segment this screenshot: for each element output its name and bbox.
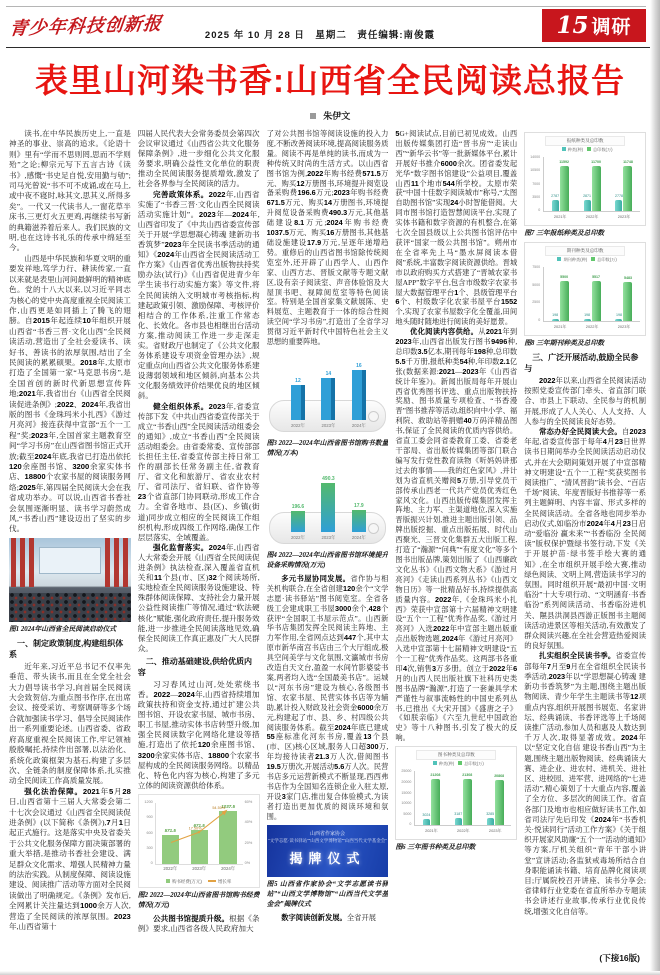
fig6-chart: 图书种类及总印数 种类(种) 总印数(万) 0 5000 10000 15000 20000 25000 3024 21208 2021年 3187 21308 2022年 3285 20868 2023年 — [395, 746, 517, 840]
section-name: 调研 — [591, 17, 632, 38]
fig6-caption: 图6 三年图书种类及总印数 — [395, 844, 476, 852]
paragraph: 2022年以来,山西省全民阅读活动按照党委宣传部门牵头、省直部门联合、市县上下联动、全民参与的机制开展,形成了人人关心、人人支持、人人参与的全民阅读良好态势。 — [524, 376, 646, 426]
byline-square-icon — [310, 113, 316, 119]
column-1 — [9, 129, 131, 972]
fig3-chart: 12 2022年 14 2023年 16 2024年 — [267, 350, 389, 436]
fig4-chart: 196.6 2022年 490.3 2023年 17.9 2024年 — [267, 462, 389, 548]
fig8-chart: 期刊种类及总印数 期刊种类(种) 总印数(万) 0 2500 5000 7500 198 5500 2021年 198 5517 2022年 198 5483 2023年 — [524, 242, 646, 336]
fig4-figure — [267, 462, 389, 571]
svg-text:54.50%: 54.50% — [212, 805, 226, 810]
fig3-caption: 图3 2022—2024年山西省图书馆购书数量情况(万本) — [266, 439, 389, 457]
byline — [0, 109, 660, 122]
paragraph: 习习春风过山河,处处萦绕书香。2022—2024年,山西省持续增加政策扶持和资金支持,通过扩建公共图书馆、开设农家书屋、城市书房、职工书屋,推动实体书店转型升级,加强全民阅读数字化网络化建设等措施,打造出了依托120余座图书馆、3200余家实体书店、18800个农家书屋构成的全民阅读服务网络。以精品化、特色化内容为核心,构建了多元立体的阅读资源供给体系。 — [137, 679, 260, 790]
fig6-figure — [395, 746, 517, 853]
fig5-figure — [267, 825, 389, 910]
page-edge-right — [650, 0, 660, 975]
fig3-figure — [267, 350, 389, 459]
fig8-figure — [524, 242, 646, 349]
red-banners-right — [105, 538, 129, 587]
fig1-figure — [9, 538, 131, 635]
paragraph: 近年来,习近平总书记不仅率先垂范、带头读书,而且在全党全社会大力倡导读书学习,向首届全民阅读大会致贺信,为重点图书作序,在出席会议、接受采访、考察调研等多个场合就加强读书学习、倡导全民阅读作出一系列重要论述。山西省委、省政府高度重视全民阅读工作,牢记领袖殷殷嘱托,持续作出部署,以法治化、系统化政策框架为基石,构建了多层次、全链条的制度保障体系,扎实推动全民阅读工作高质量发展。 — [9, 661, 131, 786]
paragraph: 山西是中华民族和华夏文明的重要发祥地,笃学力行、耕读传家,一直以来就是表里山河间最鲜明的精神底色。党的十八大以来,以习近平同志为核心的党中央高度重视全民阅读工作,山西更是如同插上了腾飞的翅膀。自2015年起连续10年组织开展山西省“书香三晋·文化山西”全民阅读活动,营造出了全社会爱读书、读好书、善读书的浓厚氛围,结出了全民阅读的累累硕果。2018年,太原市打造了全国第一家“马克思书房”,是全国首创的新时代新思想宣传阵地;2021年,我省出台《山西省全民阅读促进条例》;2022、2024年,我省出版的图书《金珠玛米小扎西》《游过月亮河》接连获得中宣部“五个一工程”奖;2023年,全国首家主题教育空间“学习书房”在山西省图书馆正式开放;截至2024年底,我省已打造出依托120余座图书馆、3200余家实体书店、18800个农家书屋的阅读服务网络;2025年,第四届全民阅读大会在我省成功举办。可以说,山西省书香社会氛围逐渐明显、读书学习蔚然成风,“书香山西”建设迈出了坚实的步伐。 — [9, 253, 131, 534]
fig5-caption: 图5 山西省作家协会“文学志愿读书驿站”“山西文学博物馆”“山西当代文学基金会”揭牌仪式 — [266, 880, 389, 908]
red-banners-left — [11, 538, 35, 587]
column-4 — [395, 129, 517, 972]
paragraph: 读书,在中华民族历史上,一直是神圣的事业、崇高的追求。《论语十则》里有“学而不思则罔,思而不学则殆”之论;柳宗元写下五言古诗《读书》,感慨“书史足自悦,安用勤与劬”;司马光曾说“书不可不成诵,或在马上,或中夜不寝时,咏其文,思其义,所得多矣”。一代又一代读书人,一窗花草半床书,三更灯火五更鸡,再继续书写新的典籍滋养着后来人。我们民族的文明,也在这诗书礼乐的传承中绵延至今。 — [9, 129, 131, 253]
page-edge-bottom — [0, 971, 660, 975]
fig8-caption: 图8 三年期刊种类及总印数 — [524, 340, 605, 347]
paragraph: 了对公共图书馆等阅读设施的投入力度,不断改善阅读环境,提高阅读服务质量。阅读不再是单纯的读书,而成为一种传统又时尚的生活方式。以山西省图书馆为例,2022年购书经费571.5万元、购买12万册图书,环境提升阅览设备采购费196.6万元;2023年购书经费671.5万元、购买14万册图书,环境提升阅览设备采购费490.3万元,其他基础建设8.1万元;2024年购书经费1037.5万元、购买16万册图书,其他基础设施建设17.9万元,呈逐年递增趋势。重修后的山西省图书馆除传统阅览室外,还开辟了山西学人、山西作家、山西方志、晋版文献等专题文献区,设有亲子阅读室、声音体验馆及大屋顶书吧、视障阅览室等特色阅读室。特别是全国首家集文献展陈、史料展览、主题教育于一体的综合性阅读空间“学习书房”,打造出了全省学习贯彻习近平新时代中国特色社会主义思想的重要阵地。 — [266, 129, 389, 347]
paragraph: 多元书屋协同发展。省作协与相关机构联合,在全省创建120余个“文学志愿·读书驿站”图书阅览室。全省各级工会建成职工书屋3000余个,428个获评“全国职工书屋示范点”。山西新华书店集团发挥全民阅读主阵地、主力军作用,全省网点达到447个,其中太原市新华南宫书店由三个大厅组成,极具空间美学与文化氛围,文瀛城市书房改造自天文台,盈盈一水间竹影婆娑书案,两者均入选“全国最美书店”。运城以“河东书房”建设为核心,各级图书馆、农家书屋、民营实体书店等为辅助,累计投入财政及社会资金6000余万元,构建起了市、县、乡、村四级公共阅读服务体系。截至2024年底已建成55座标准化河东书房,覆盖13个县(市、区)核心区域,服务人口超300万,年均接待读者21.3万人次,借阅图书19.5万册次,开展活动5.6万人次。民营书店多元运营新模式不断显现,西西弗书店作为全国知名连锁企业入驻太原,开设3家门店,推出复合体验模式,为读者打造出更加优质的阅读环境和氛围。 — [266, 573, 389, 821]
paragraph: 健全组织体系。2023年,省委宣传部下发《中共山西省委宣传部关于成立“书香山西”全民阅读活动组委会的通知》,成立“书香山西”全民阅读活动组委会。由省委常委、宣传部部长担任主任,省委宣传部主持日常工作的副部长任常务副主任,省教育厅、省文化和旅游厅、省农业农村厅、省司法厅、省妇联、省作协等23个省直部门协同联动,形成工作合力。全省各地市、县(区)、乡镇(街道)同步成立相应的全民阅读工作组织机构,形成四级工作网络,确保工作层层落实、全域覆盖。 — [137, 401, 260, 542]
paragraph: 完善政策体系。2022年,山西省实施了“书香三晋·文化山西全民阅读活动实施计划”。2023年—2024年,山西省印发了《中共山西省委宣传部关于开展“学思想凝心铸魂 建新功书香筑梦”2023年全民读书季活动的通知》《2024年山西省全民阅读活动工作方案》《山西省优秀出版物扶持奖励办法(试行)》《山西省促进青少年学生读书行动实施方案》等文件,将全民阅读纳入文明城市考核指标,构建起政策引领、激励保障、考核评价相结合的工作体系,注重工作常态化、长效化。各市县也相继出台活动方案,推动阅读工作进一步走深走实。省财政厅也制定了《公共文化服务体系建设专项资金管理办法》,规定重点向山西省公共文化服务体系建设薄弱领域和地区倾斜,向基本公共文化服务绩效评价结果优良的地区倾斜。 — [137, 189, 260, 401]
paragraph: 扎实组织全民读书季。省委宣传部每年7月至9月在全省组织全民读书季活动,2023年以“学思想凝心铸魂 建新功书香筑梦”为主题,围绕主题出版物阅读、青少年学生主题读书等12项重点内容,组织开展图书展览、名家讲坛、经典诵读、书香评选等上千场阅读推广活动,参加人员和惠及人数达到千万人次,取得显著成效。2024年以“坚定文化自信 建设书香山西”为主题,围绕主题出版物阅读、经典诵读大赛、进企业、进农村、进机关、进社区、进校园、进军营、进网络的“七进活动”,精心策划了十大重点内容,覆盖了全方位、多层次的阅读工作。省直各部门及地市也相应做好读书工作,如省司法厅先后印发《2024年“书香机关·悦读同行”活动工作方案》《关于组织开展家风助廉“五个一”活动的通知》等方案,厅机关组织“青年干部小讲堂”宣讲活动;各监狱戒毒场所结合自身职能诵读书籍、培育品牌化阅读项目;厅属院校召开讲座、读书分享会;省律师行业党委在省直所举办专题读书会讲述行业故事,传承行业优良传统,增强文化自信等。 — [524, 651, 646, 916]
header-rule — [6, 47, 654, 48]
section-heading: 三、广泛开展活动,鼓励全民参与 — [524, 353, 639, 373]
dateline: 2025 年 10 月 28 日 星期二 责任编辑:南俊霞 — [204, 30, 436, 41]
page-number-badge — [542, 9, 646, 42]
paragraph: 常态办好全民阅读大会。自2023年起,省委宣传部于每年4月23日世界读书日期间举办全民阅读活动启动仪式,并在大会期间策划开展了中宣部精神文明建设“五个一工程”奖获奖图书阅读推广、“清风晋韵”读书会、“百店千场”阅读、年度晋版好书推荐等一系列主题鲜明、内容丰富、形式多样的全民阅读活动。全省各地也同步举办启动仪式,如临汾市2024年4月23日启动“爱临汾 赢未来”“书香临汾 全民阅读”版权保护暨绿书签行动,下发《关于开展护苗·绿书签手绘大赛的通知》,在全市组织开展手绘大赛,推动绿色阅读、文明上网,营造读书学习的氛围。同时组织开展“最初中国·文明临汾”十大专项行动、“文明涵育·书香临汾”系列阅读活动、书香临汾进机关、隰县洪洞县西游正版图书主题阅读活动进景区等相关活动,有效激发了群众阅读兴趣,在全社会营造热爱阅读的良好氛围。 — [524, 427, 646, 651]
page-header — [0, 0, 660, 46]
svg-text:17.50%: 17.50% — [188, 826, 202, 831]
paragraph: 5G+阅读试点,目前已初见成效。山西出版传媒集团打造“晋书房”“走读山西”“新华云书”等一批新媒体平台,累计开展好书推介6000余次。团省委发起光华“数字图书馆建设”公益项目,覆盖山西11个地市544所学校。太原市荣获“中国十佳数字阅读城市”称号,“太图自助图书馆”实现24小时智能借阅。大同市图书馆打造智慧阅读平台,实现了实体书籍和数字资源的有机整合,在第七次全国县级以上公共图书馆评估中获评“国家一级公共图书馆”。朔州市在全省率先上马“墨水屏阅读本借阅”系统,丰富数字阅读资源供给。晋城市以政府购买方式搭建了“晋城农家书屋APP”数字平台,包含市级数字农家书屋大数据管理平台1个、县级管理平台6个、村级数字化农家书屋平台1552个,实现了农家书屋数字化全覆盖,田间地头随时随地进行阅读的美好愿景。 — [395, 129, 518, 327]
section-heading: 二、推动基础建设,供给优质内容 — [137, 656, 253, 677]
paragraph: 优化阅读内容供给。从2021年到2023年,山西省出版发行图书9496种,总印数3.5亿本,期刊每年198种,总印数5.5千万册,报纸种类54种,年印数2.1亿张(数据来源:2021—2023年《山西省统计年鉴》)。新闻出版局每年开展山西省优秀图书评选、重点出版物扶持奖励、图书质量专项检查、“书香漫晋”图书推荐等活动,组织向中小学、福利院、救助站等捐赠40万码洋精品图书,保证了全民阅读的优质内容供给。省直工委会同省委教育工委、省委老干部局、省出版传媒集团等部门联合编写发行党性教育读物《听妈妈讲那过去的事情——我的红色家风》,并计划为省直机关赠阅5万册,引导党员干部传承山西老一代共产党员优秀红色家风文化。山西出版传媒集团发挥主阵地、主力军、主渠道地位,深入实施晋版振兴计划,推进主题出版引领、品牌出版挖掘、重点出版拓展、时代山西聚光、三晋文化集群五大出版工程,打造了“瀚源”“问典”“有度文化”等多个图书出版品牌,策划出版了《山西廉政文化丛书》《山西文物大系》《游过月亮河》《走读山西系列丛书》《山西文物日历》等一批精品好书,持续提供高质量内容。2022年,《金珠玛米小扎西》荣获中宣部第十六届精神文明建设“五个一工程”优秀作品奖,《游过月亮河》入选2022年中宣部主题出版重点出版物选题,2024年《游过月亮河》入选中宣部第十七届精神文明建设“五个一工程”优秀作品奖。这两部书各重印4次,销售3万多册。创立于2022年6月的山西人民出版社旗下社科历史类图书品牌“瀚源”,打造了一套兼具学术严谨性与叙事流畅性的中国史系列丛书,已推出《大宋开国》《盛唐之子》《如朕亲临》《六至九世纪中国政治史》等十八种图书,引发了极大的反响。 — [395, 327, 518, 743]
audience-crowd — [9, 593, 131, 622]
fig1-caption: 图1 2024年山西省全民阅读启动仪式 — [9, 625, 117, 633]
paragraph: 强化监督落实。2024年,山西省人大常委会开展《山西省全民阅读促进条例》执法检查,深入覆盖省直机关和11个县(市、区)32个阅读场所,实地检查全民阅读服务设施建设、特殊群体阅读保障、支持社会力量开展公益性阅读推广等情况,通过“软法硬核化”赋能,强化政府责任,提升服务效能,进一步推进全民阅读落地见效,确保全民阅读工作真正惠及广大人民群众。 — [137, 542, 260, 653]
paragraph: 强化法治保障。2021年5月28日,山西省第十三届人大常委会第二十七次会议通过《山西省全民阅读促进条例》(以下简称《条例》),7月1日起正式施行。这是落实中央及省委关于公共文化服务保障方面决策部署的重大举措,是推动书香社会建设、满足群众文化需求、增强人民精神力量的法治实践。从制度保障、阅读设施建设、阅读推广活动等方面对全民阅读做出了明确规定。《条例》发布后,全网累计关注量达到1000余万人次,营造了全民阅读的浓厚氛围。2023年,山西省第十 — [9, 786, 131, 931]
paragraph: 公共图书馆提质升级。根据《条例》要求,山西省各级人民政府加大 — [137, 913, 260, 933]
unveiling-photo: 山西省作家协会 “文学志愿·读书驿站”“山西文学博物馆”“山西当代文学基金会” 揭牌仪式 — [267, 825, 389, 877]
author-name: 朱伊文 — [323, 111, 351, 121]
fig2-chart: 0 300 600 900 1200 0% 20% 40% 60% 571.5 2022年 671.5 2023年 1037.5 2024年 17.50% 54.50% 购书经费(万元) 增长率 — [138, 794, 260, 888]
fig7-caption: 图7 三年报纸种类及总印数 — [524, 230, 605, 237]
fig2-figure — [138, 794, 260, 911]
fig7-chart: 报纸种类及总印数 种类(种) 总印数(万) 0 3500 7000 10500 14000 2787 11592 2021年 2871 11700 2022年 2778 11748 2023年 — [524, 132, 646, 226]
event-photo — [9, 538, 131, 622]
section-heading: 一、制定政策制度,构建组织体系 — [9, 638, 124, 659]
page-number: 15 — [556, 12, 589, 39]
article-headline: 表里山河染书香:山西省全民阅读总报告 — [35, 62, 625, 99]
fig2-caption: 图2 2022—2024年山西省图书馆购书经费情况(万元) — [137, 891, 260, 909]
column-5 — [524, 129, 646, 972]
paragraph: 数字阅读创新发展。全省开展 — [281, 912, 377, 922]
column-2 — [138, 129, 260, 972]
fig7-figure — [524, 132, 646, 239]
stage-screen — [39, 547, 101, 574]
article-columns — [0, 129, 660, 972]
fig4-caption: 图4 2022—2024年山西省图书馆环境提升设备采购情况(万元) — [266, 551, 389, 569]
column-3 — [267, 129, 389, 972]
continuation-note: (下接16版) — [589, 950, 642, 966]
newspaper-masthead: 青少年科技创新报 — [8, 13, 164, 40]
paragraph: 四届人民代表大会常务委员会第四次会议审议通过《山西省公共文化服务保障条例》,进一步细化公共文化服务要求,明确公益性文化单位的职责推动全民阅读服务提质增效,激发了社会各界参与全民阅读的活力。 — [137, 129, 260, 189]
